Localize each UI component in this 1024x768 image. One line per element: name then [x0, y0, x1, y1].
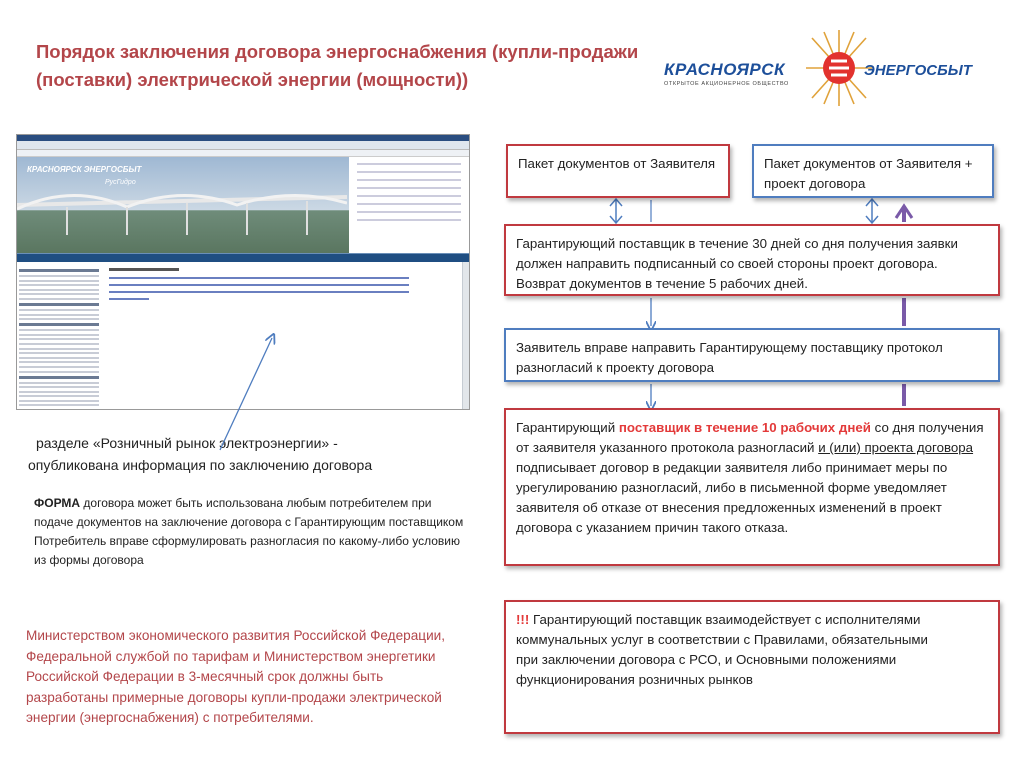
double-arrow-b1-b3: [610, 199, 622, 223]
site-rushydro: РусГидро: [105, 179, 136, 186]
box-utilities-note: [504, 600, 1000, 734]
box-supplier-30-days-text: Гарантирующий поставщик в течение 30 дней со дня получения заявки должен направить подписанный со своей стороны проект договора. Возврат документов в течение 5 рабочих дней.: [516, 236, 958, 291]
box-applicant-docs-text: Пакет документов от Заявителя: [518, 156, 716, 171]
b6-exclamation: !!!: [516, 612, 530, 627]
box-disagreement-protocol-text: Заявитель вправе направить Гарантирующему поставщику протокол разногласий к проекту договора: [516, 340, 943, 375]
note-form-keyword: ФОРМА: [34, 496, 81, 510]
b5-part-1: Гарантирующий: [516, 420, 619, 435]
note-section-text: разделе «Розничный рынок электроэнергии» - опубликована информация по заключению договора: [28, 435, 373, 473]
box-applicant-docs-draft: [752, 144, 994, 198]
title-line-1: Порядок заключения договора энергоснабжения (купли-продажи: [36, 41, 639, 62]
note-form-text: договора может быть использована любым потребителем при подаче документов на заключение договора с Гарантирующим поставщиком Потребитель вправе сформулировать разногласия по какому-либо условию из формы договора: [34, 496, 464, 567]
double-arrow-b2-b3: [866, 199, 878, 223]
title-line-2: (поставки) электрической энергии (мощности)): [36, 69, 469, 90]
box-disagreement-protocol: [504, 328, 1000, 382]
b5-underline: и (или) проекта договора: [818, 440, 974, 455]
b6-text-2: при заключении договора с РСО, и Основными положениями функционирования розничных рынков: [516, 652, 897, 687]
logo-subtitle: ОТКРЫТОЕ АКЦИОНЕРНОЕ ОБЩЕСТВО: [664, 81, 789, 87]
box-applicant-docs-draft-text: Пакет документов от Заявителя + проект договора: [764, 156, 973, 191]
b6-text: Гарантирующий поставщик взаимодействует с исполнителями коммунальных услуг в соответствии с Правилами, обязательными: [516, 612, 928, 647]
logo-suffix: ЭНЕРГОСБЫТ: [864, 62, 972, 79]
pointer-arrow: [220, 338, 272, 450]
box-supplier-30-days: [504, 224, 1000, 296]
b5-part-5: подписывает договор в редакции заявителя либо принимает меры по урегулированию разногласий, либо в письменной форме уведомляет заявителя об отказе от внесения предложенных изменений в проект договора с указанием причин такого отказа.: [516, 460, 948, 535]
box-applicant-docs: [506, 144, 730, 198]
note-ministry-text: Министерством экономического развития Российской Федерации, Федеральной службой по тарифам и Министерством энергетики Российской Федерации в 3-месячный срок должны быть разработаны примерные договоры купли-продажи электрической энергии (энергоснабжения) с потребителями.: [26, 628, 446, 725]
site-brand: КРАСНОЯРСК ЭНЕРГОСБЫТ: [27, 165, 142, 174]
b5-highlight: поставщик в течение 10 рабочих дней: [618, 420, 871, 435]
logo-brand: КРАСНОЯРСК: [664, 60, 785, 79]
box-supplier-10-days: [504, 408, 1000, 566]
b5-part-3: со дня получения от заявителя указанного протокола разногласий: [516, 420, 984, 455]
